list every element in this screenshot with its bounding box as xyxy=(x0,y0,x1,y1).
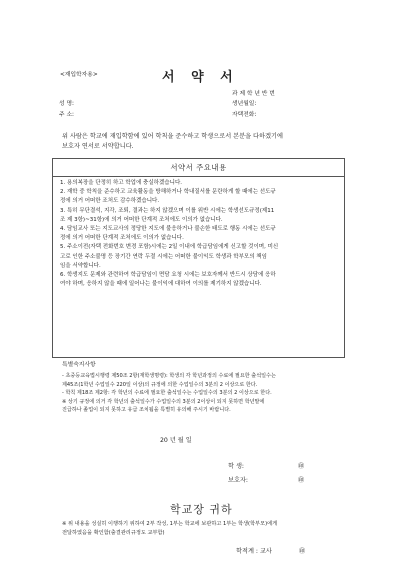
notes-list xyxy=(62,372,276,415)
document-badge: <재입학자용> xyxy=(60,72,98,78)
intro-line: 보호자 연서로 서약합니다. xyxy=(62,143,134,151)
rule-line: 조 제 3항)~31항)에 의거 어떠한 단계적 조처에도 이의가 없습니다. xyxy=(60,216,223,223)
footer-note xyxy=(62,520,277,537)
document-title: 서 약 서 xyxy=(162,70,239,85)
rule-line: 5. 주소이전(자택 전화번호 변경 포함)시에는 2일 이내에 학급담임에게 신고할 것이며, 미신 xyxy=(60,244,279,251)
rule-line: 2. 재학 중 학칙을 준수하고 교육활동을 방해하거나 학내질서를 문란하게 할 때에는 선도규 xyxy=(60,189,276,196)
rules-title: 서약서 주요내용 xyxy=(53,159,344,177)
note-line: - 학칙 제18조 제2항: 각 학년의 수료에 필요한 출석일수는 수업일수의 3분의 2 이상으로 한다. xyxy=(62,390,272,397)
rule-line: 여야 하며, 응하지 않을 때에 일어나는 불이익에 대하여 이의를 제기하지 않겠습니다. xyxy=(60,281,262,288)
footer-line: 전달하였음을 확인함(출결관리규정도 교부함) xyxy=(62,529,165,536)
rule-line: 6. 학생지도 문제와 관련하여 학급담임이 면담 요청 시에는 보호자께서 반드시 상담에 응하 xyxy=(60,272,276,279)
note-line: - 초중등교육법시행령 제50조 2항(재학생명령): 학생의 각 학년과정의 수료에 필요한 출석일수는 xyxy=(62,373,276,379)
note-line: 제45조(1학년 수업일수 220일 이상)의 규정에 의한 수업일수의 3분의 2 이상으로 한다. xyxy=(62,381,258,388)
rule-line: 고로 인한 주소불명 등 장기간 연락 두절 시에는 어떠한 불이익도 학생과 학부모의 책임 xyxy=(60,253,267,260)
rule-line: 임을 서약합니다. xyxy=(60,262,101,269)
rules-box xyxy=(52,158,345,358)
teacher-seal: ㊞ xyxy=(299,548,306,555)
note-line: ※ 상기 규정에 의거 각 학년의 출석일수가 수업일수의 3분의 2이상이 되지 못하면 학년말에 xyxy=(62,398,265,405)
principal-line: 학교장 귀하 xyxy=(170,503,233,516)
rule-line: 3. 특히 무단결석, 지각, 조퇴, 결과는 하지 않겠으며 이를 위반 시에는 학생선도규정(제11 xyxy=(60,207,275,214)
rule-line: 정에 의거 어떠한 조처도 감수하겠습니다. xyxy=(60,198,160,205)
name-label: 성 명: xyxy=(59,101,74,107)
address-label: 주 소: xyxy=(59,112,74,118)
notes-header: 특별숙지사항 xyxy=(62,362,96,368)
note-line: 진급하나 졸업이 되지 못하고 유급 조치됨을 특별히 유의해 주시기 바랍니다. xyxy=(62,407,231,414)
footer-line: ※ 위 내용을 성실히 이행하기 위하여 2부 작성, 1부는 학교에 보관하고 1부는 학생(학부모)에게 xyxy=(62,521,278,527)
rule-line: 정에 의거 어떠한 단계적 조처에도 이의가 없습니다. xyxy=(60,235,184,242)
rule-line: 1. 용의복장을 단정히 하고 학업에 충실하겠습니다. xyxy=(60,180,182,186)
class-info-row: 과 제 학 년 반 번 xyxy=(232,91,275,97)
guardian-label: 보호자: xyxy=(228,477,249,484)
rule-line: 4. 담임교사 또는 지도교사의 정당한 지도에 불응하거나 불손한 태도로 행동 시에는 선도규 xyxy=(60,226,276,233)
phone-label: 자택전화: xyxy=(232,112,257,118)
teacher-label: 학적계 : 교사 xyxy=(236,548,272,555)
rules-list xyxy=(60,179,340,289)
guardian-seal: ㊞ xyxy=(298,477,305,484)
intro-line: 위 사람은 학교에 재입학함에 있어 학칙을 준수하고 학생으로서 본분을 다하겠기에 xyxy=(62,133,283,140)
intro-text xyxy=(62,134,283,150)
student-seal: ㊞ xyxy=(298,463,305,470)
date-line: 20 년 월 일 xyxy=(160,437,192,444)
birth-label: 생년월일: xyxy=(232,101,257,107)
student-label: 학 생: xyxy=(228,463,245,470)
